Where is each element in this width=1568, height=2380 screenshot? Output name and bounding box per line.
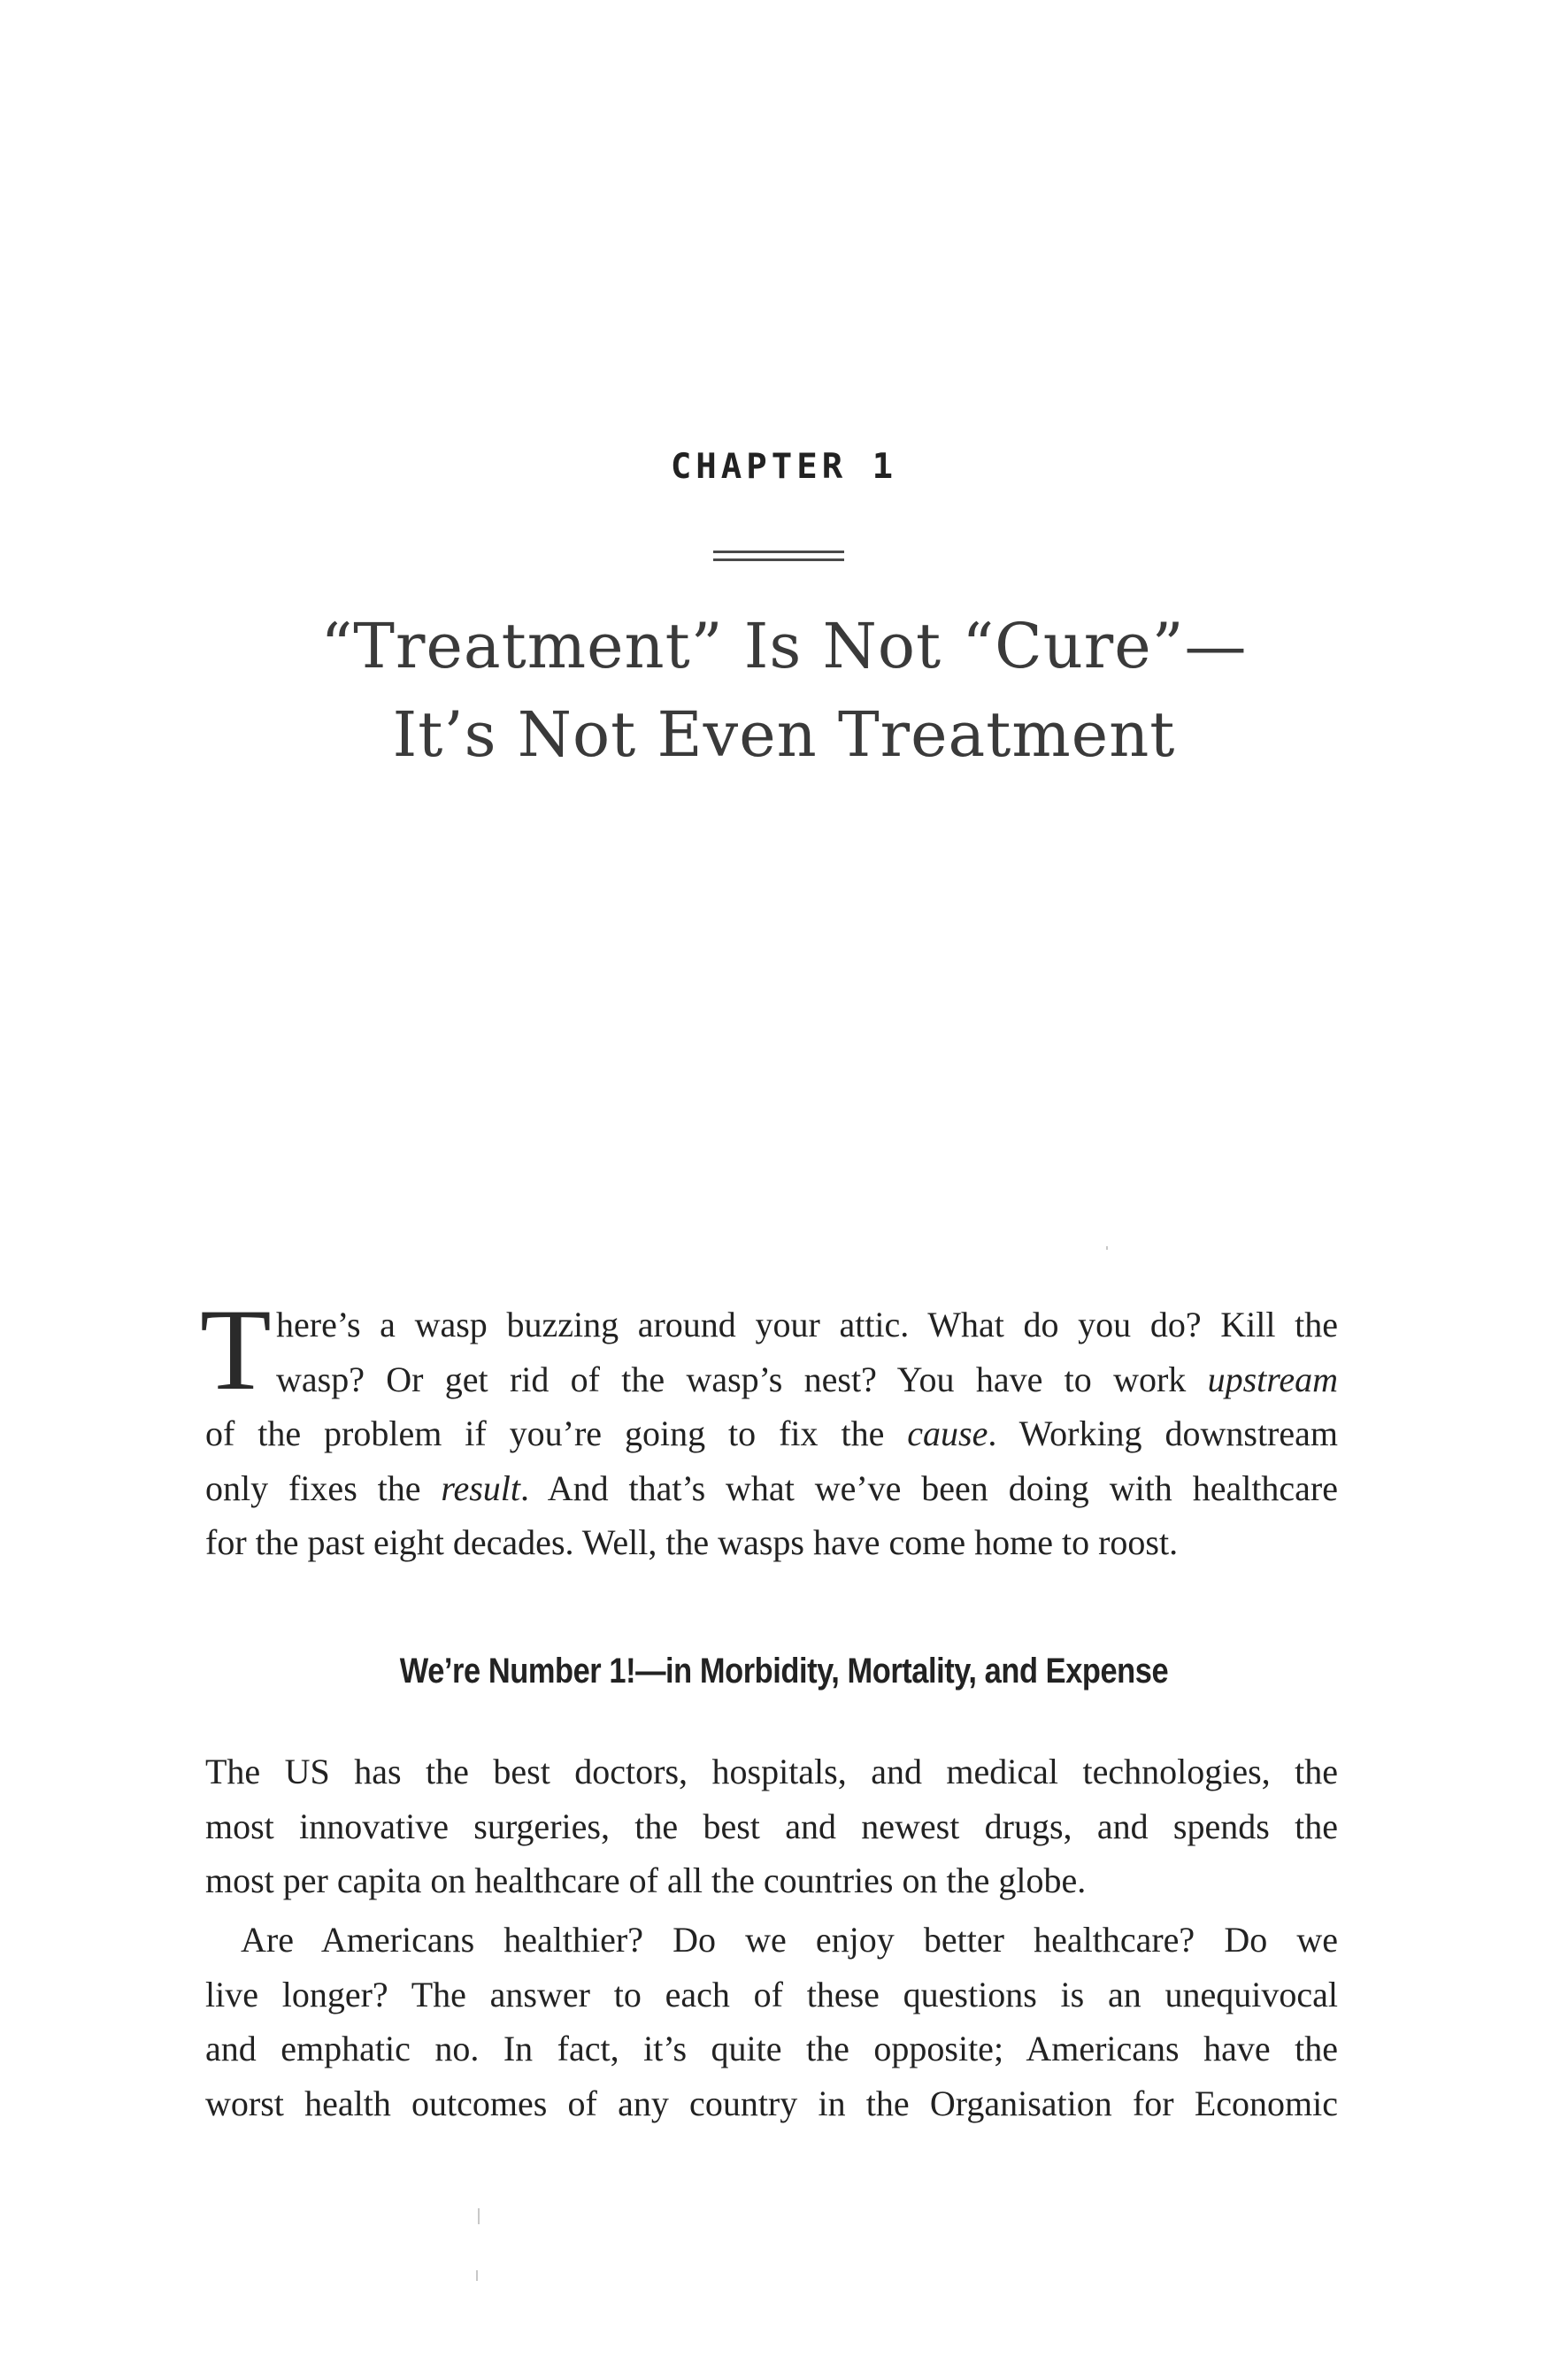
italic-emphasis: upstream [1207,1359,1338,1399]
opening-line [205,1406,1338,1461]
text-segment: . Working downstream [988,1413,1339,1453]
text-segment: of the problem if you’re going to fix the [205,1413,908,1453]
chapter-label: CHAPTER 1 [670,447,898,487]
paragraph-line: most per capita on healthcare of all the countries on the globe. [205,1860,1087,1900]
opening-line [205,1515,1338,1570]
section-paragraph-1 [205,1745,1338,1908]
paragraph-line: Are Americans healthier? Do we enjoy better healthcare? Do we [241,1920,1338,1960]
scan-speck [478,2208,480,2224]
section-heading: We’re Number 1!—in Morbidity, Mortality, and Expense [399,1652,1169,1691]
drop-cap: T [200,1284,272,1414]
opening-line [205,1298,1338,1352]
paragraph-line: The US has the best doctors, hospitals, and medical technologies, the [205,1752,1338,1791]
italic-emphasis: cause [907,1413,988,1453]
chapter-double-rule [713,551,844,561]
italic-emphasis: result [441,1467,521,1508]
opening-line [205,1352,1338,1407]
chapter-title-line-1: “Treatment” Is Not “Cure”— [320,610,1248,682]
text-segment: for the past eight decades. Well, the wasps have come home to roost. [205,1522,1179,1562]
paragraph-line: most innovative surgeries, the best and newest drugs, and spends the [205,1806,1338,1846]
section-paragraph-2 [205,1913,1338,2130]
text-segment: only fixes the [205,1467,442,1508]
paragraph-line: live longer? The answer to each of these questions is an unequivocal [205,1974,1338,2014]
text-segment: . And that’s what we’ve been doing with healthcare [520,1467,1339,1508]
text-segment: wasp? Or get rid of the wasp’s nest? You have to work [276,1359,1208,1399]
opening-line [205,1461,1338,1516]
paragraph-line: worst health outcomes of any country in the Organisation for Economic [205,2083,1338,2123]
chapter-title [0,602,1568,779]
text-segment: here’s a wasp buzzing around your attic. What do you do? Kill the [276,1305,1338,1344]
scan-speck [476,2270,478,2281]
chapter-title-line-2: It’s Not Even Treatment [392,698,1176,771]
scan-speck [1106,1246,1108,1250]
paragraph-line: and emphatic no. In fact, it’s quite the opposite; Americans have the [205,2029,1338,2068]
opening-paragraph [205,1298,1338,1570]
